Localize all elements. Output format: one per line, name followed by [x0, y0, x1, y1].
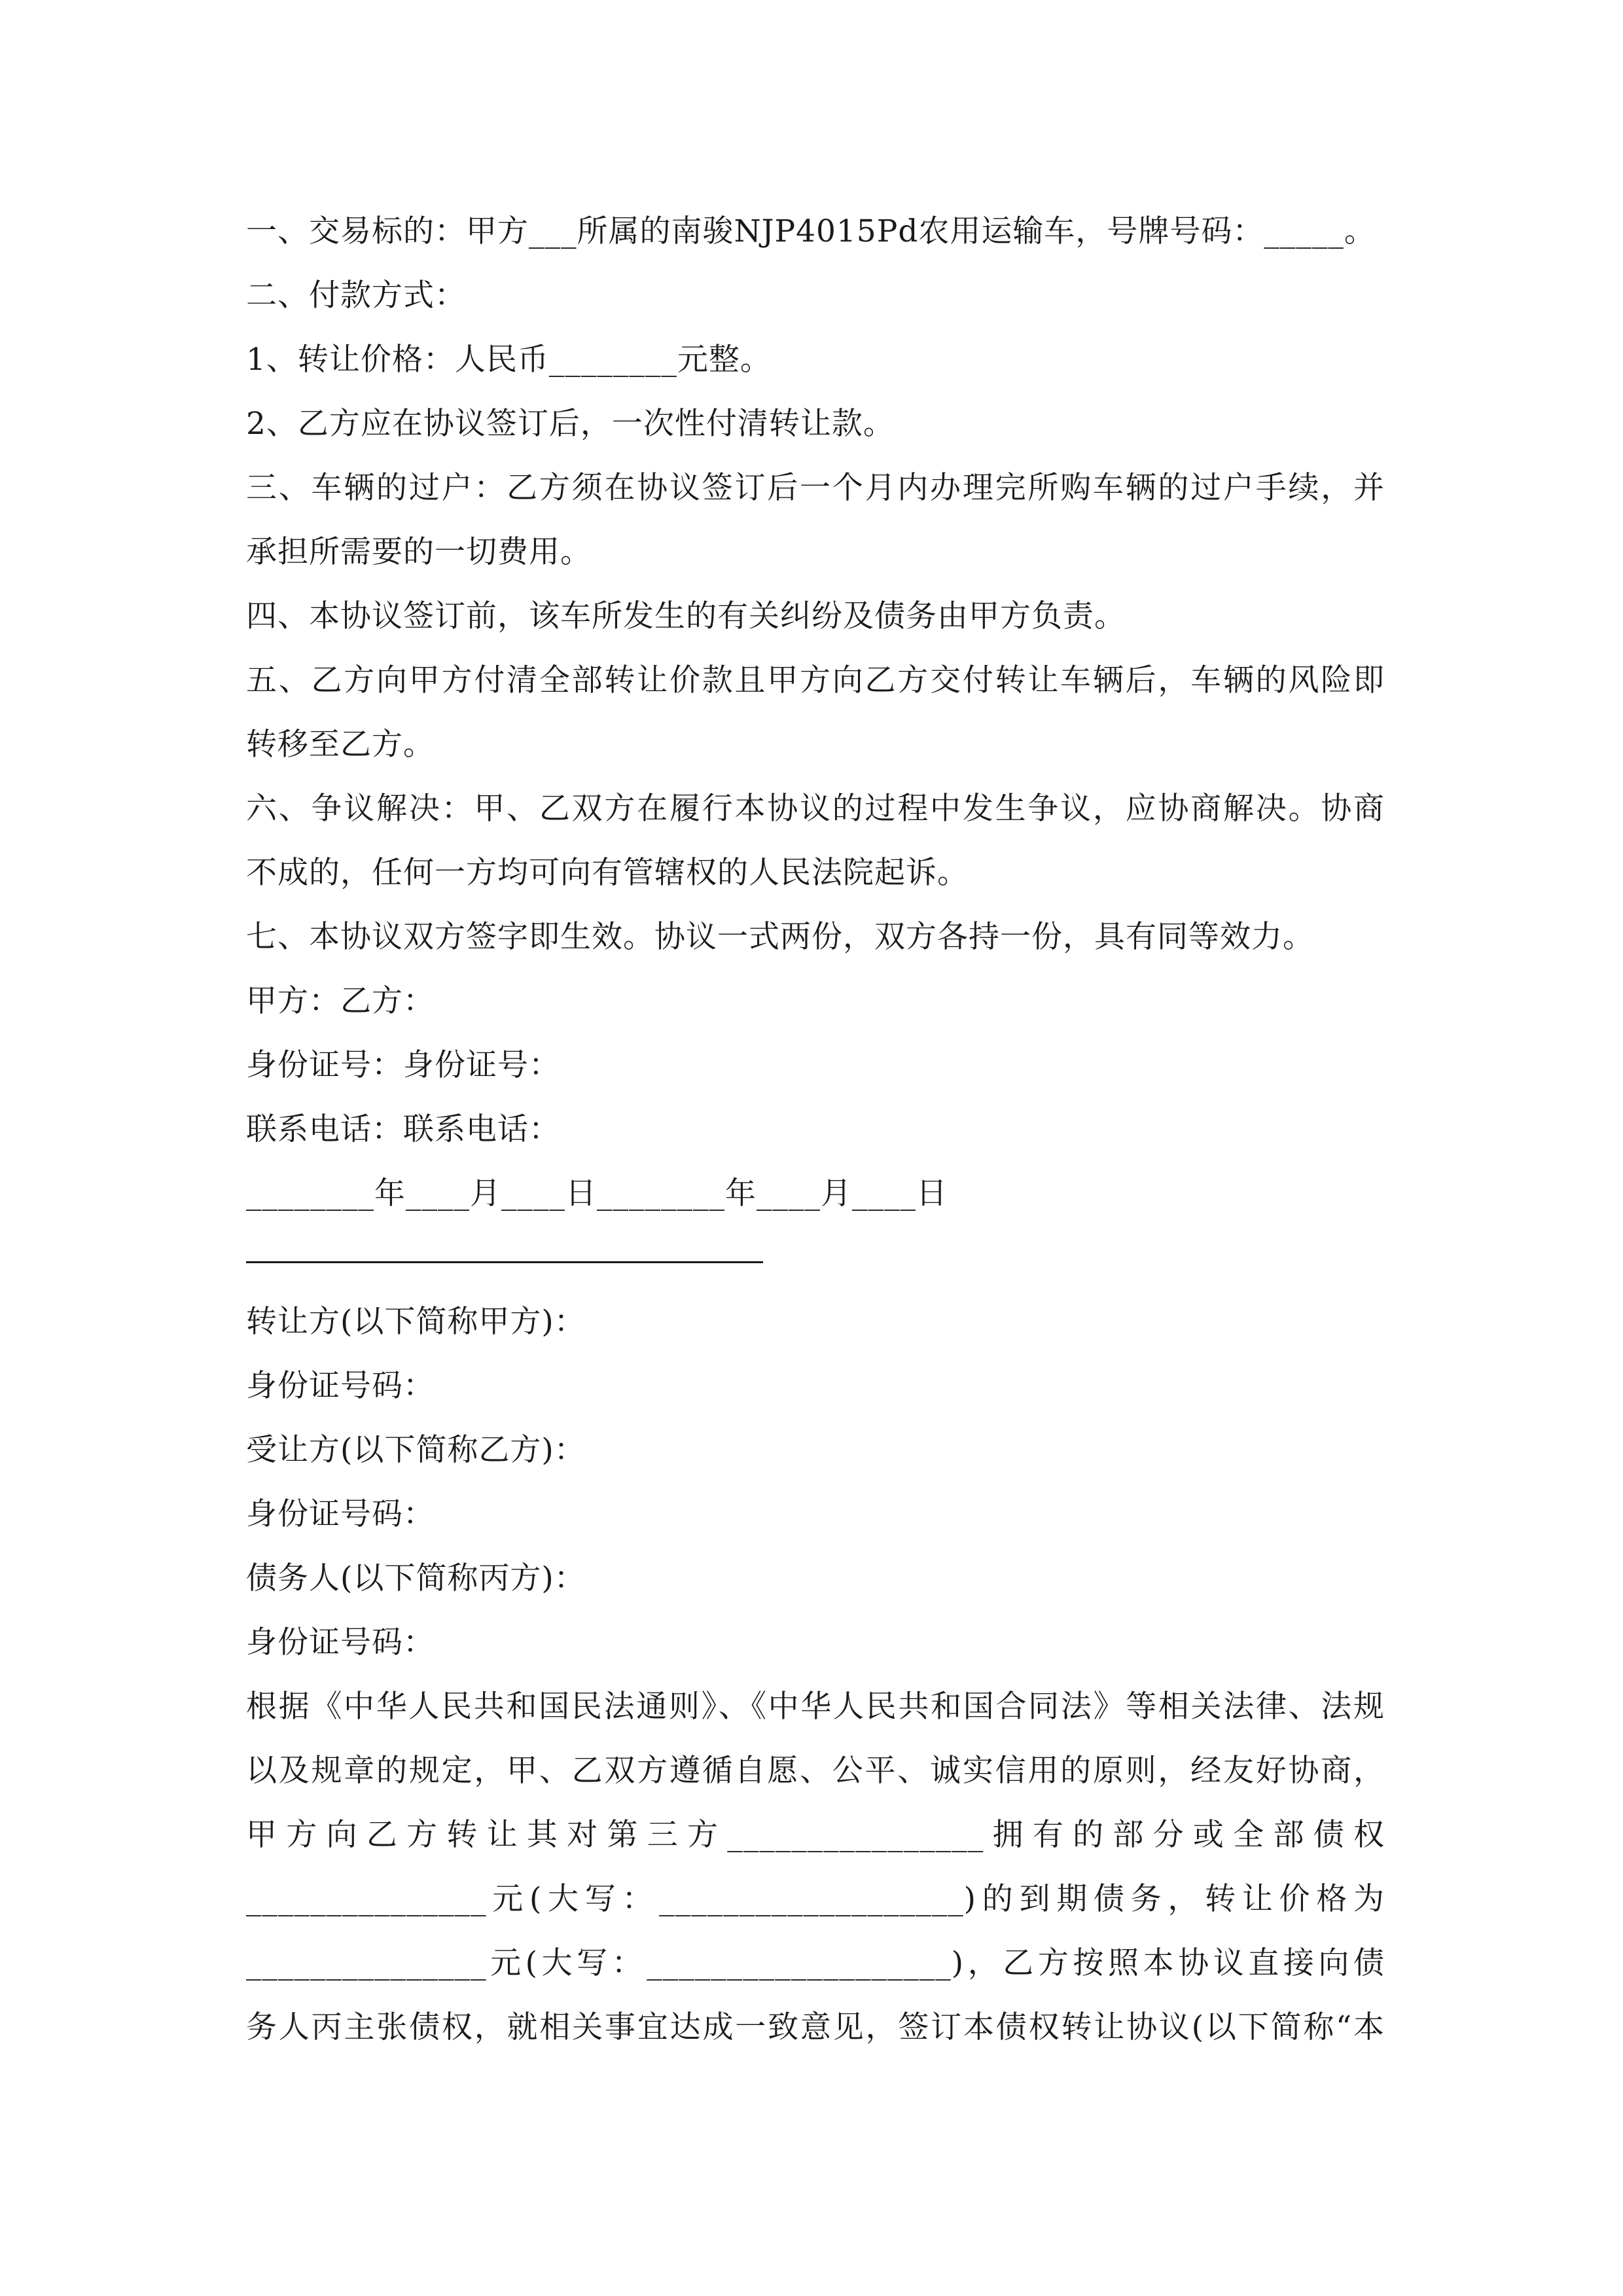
date-line: ________年____月____日________年____月____日 [246, 1175, 948, 1211]
transferee-label: 受让方(以下简称乙方)： [246, 1432, 586, 1468]
clause-6-dispute: 六、争议解决：甲、乙双方在履行本协议的过程中发生争议，应协商解决。协商 [246, 791, 1385, 827]
debtor-label: 债务人(以下简称丙方)： [246, 1560, 586, 1596]
transferor-id-label: 身份证号码： [246, 1368, 435, 1404]
preamble-line-5: _______________元(大写：___________________)，乙方按照本协议直接向债 [246, 1945, 1385, 1981]
clause-3-transfer: 三、车辆的过户：乙方须在协议签订后一个月内办理完所购车辆的过户手续，并 [246, 470, 1385, 506]
clause-4-disputes-before: 四、本协议签订前，该车所发生的有关纠纷及债务由甲方负责。 [246, 598, 1126, 634]
transferee-id-label: 身份证号码： [246, 1496, 435, 1532]
document-body [246, 200, 1385, 2060]
preamble-line-3: 甲方向乙方转让其对第三方________________拥有的部分或全部债权 [246, 1817, 1385, 1853]
clause-6-dispute-cont: 不成的，任何一方均可向有管辖权的人民法院起诉。 [246, 855, 969, 891]
clause-2-heading: 二、付款方式： [246, 278, 466, 314]
transferor-label: 转让方(以下简称甲方)： [246, 1304, 586, 1340]
clause-2-payment: 2、乙方应在协议签订后，一次性付清转让款。 [246, 406, 895, 442]
phone-labels: 联系电话：联系电话： [246, 1111, 560, 1147]
preamble-line-2: 以及规章的规定，甲、乙双方遵循自愿、公平、诚实信用的原则，经友好协商， [246, 1753, 1385, 1789]
clause-7-effective: 七、本协议双方签字即生效。协议一式两份，双方各持一份，具有同等效力。 [246, 919, 1314, 955]
clause-1-subject: 一、交易标的：甲方___所属的南骏NJP4015Pd农用运输车，号牌号码：_____。 [246, 213, 1376, 249]
preamble-line-4: _______________元(大写：___________________)的到期债务，转让价格为 [246, 1881, 1385, 1917]
section-divider [246, 1226, 1385, 1290]
debtor-id-label: 身份证号码： [246, 1624, 435, 1660]
clause-5-risk: 五、乙方向甲方付清全部转让价款且甲方向乙方交付转让车辆后，车辆的风险即 [246, 662, 1385, 698]
clause-2-price: 1、转让价格：人民币________元整。 [246, 342, 772, 378]
party-labels: 甲方：乙方： [246, 983, 435, 1019]
clause-3-transfer-cont: 承担所需要的一切费用。 [246, 534, 592, 570]
preamble-line-6: 务人丙主张债权，就相关事宜达成一致意见，签订本债权转让协议(以下简称“本 [246, 2009, 1385, 2045]
preamble-line-1: 根据《中华人民共和国民法通则》、《中华人民共和国合同法》等相关法律、法规 [246, 1689, 1385, 1725]
clause-5-risk-cont: 转移至乙方。 [246, 726, 435, 762]
id-number-labels: 身份证号：身份证号： [246, 1047, 560, 1083]
